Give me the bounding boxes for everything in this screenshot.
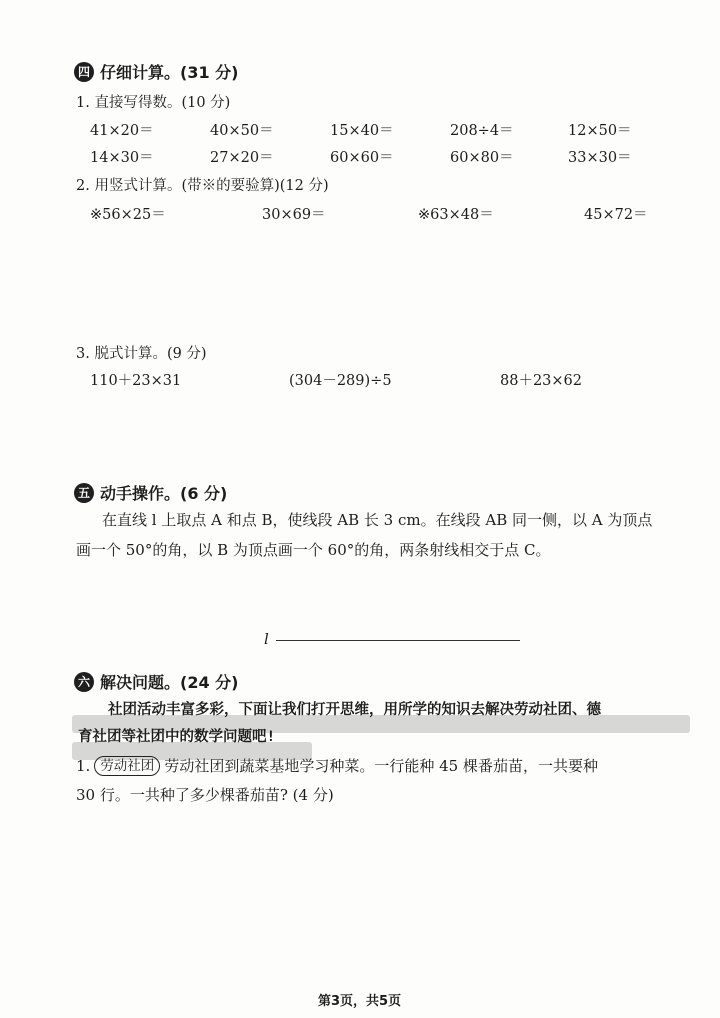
club-tag: 劳动社团: [94, 756, 160, 776]
question-6-1-line-1: [76, 751, 598, 781]
expr: 110＋23×31: [90, 373, 182, 389]
expr: 12×50＝: [568, 123, 632, 139]
question-3-label: 3. 脱式计算。(9 分): [76, 346, 207, 362]
question-2-label: 2. 用竖式计算。(带※的要验算)(12 分): [76, 178, 329, 194]
expr: 14×30＝: [90, 150, 154, 166]
expr: (304－289)÷5: [289, 373, 392, 389]
section-5-heading: [74, 481, 227, 504]
page-footer: 第3页，共5页: [318, 994, 402, 1009]
question-6-1-line-2: 30 行。一共种了多少棵番茄苗? (4 分): [76, 786, 334, 804]
expr: 27×20＝: [210, 150, 274, 166]
expr: 60×80＝: [450, 150, 514, 166]
section-5-line-2: 画一个 50°的角，以 B 为顶点画一个 60°的角，两条射线相交于点 C。: [76, 541, 551, 559]
expr: 208÷4＝: [450, 123, 514, 139]
section-4-heading: [74, 60, 238, 83]
expr: 60×60＝: [330, 150, 394, 166]
expr: ※63×48＝: [418, 207, 494, 223]
section-6-number: 六: [74, 672, 94, 692]
question-1-label: 1. 直接写得数。(10 分): [76, 95, 231, 111]
expr: 40×50＝: [210, 123, 274, 139]
expr: ※56×25＝: [90, 207, 166, 223]
expr: 41×20＝: [90, 123, 154, 139]
section-6-title: 解决问题。(24 分): [100, 673, 239, 692]
intro-line-1: 社团活动丰富多彩，下面让我们打开思维，用所学的知识去解决劳动社团、德: [108, 702, 601, 718]
line-l-label: l: [264, 630, 269, 648]
section-4-title: 仔细计算。(31 分): [100, 63, 239, 82]
expr: 30×69＝: [262, 207, 326, 223]
section-5-title: 动手操作。(6 分): [100, 484, 228, 503]
expr: 33×30＝: [568, 150, 632, 166]
expr: 15×40＝: [330, 123, 394, 139]
section-5-line-1: 在直线 l 上取点 A 和点 B，使线段 AB 长 3 cm。在线段 AB 同一侧，以 A 为顶点: [102, 511, 653, 529]
line-l: [276, 640, 520, 641]
expr: 88＋23×62: [500, 373, 583, 389]
question-text: 劳动社团到蔬菜基地学习种菜。一行能种 45 棵番茄苗，一共要种: [164, 757, 598, 775]
expr: 45×72＝: [584, 207, 648, 223]
section-6-heading: [74, 670, 238, 693]
section-4-number: 四: [74, 62, 94, 82]
intro-banner: [78, 697, 690, 751]
question-number: 1.: [76, 757, 91, 775]
section-5-number: 五: [74, 483, 94, 503]
intro-line-2: 育社团等社团中的数学问题吧!: [78, 729, 276, 745]
